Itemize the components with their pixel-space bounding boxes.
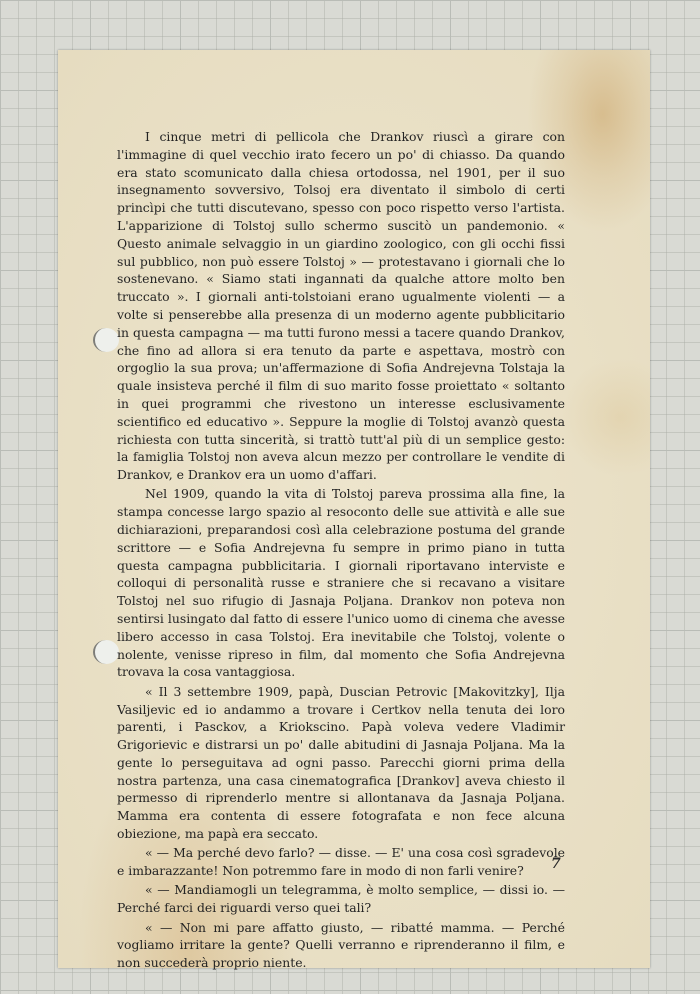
paragraph-4: « — Ma perché devo farlo? — disse. — E' una cosa così sgradevole e imbarazzante! Non potremmo fare in modo di non farli venire? [117,845,565,879]
document-page [58,50,650,971]
paragraph-1: I cinque metri di pellicola che Drankov riuscì a girare con l'immagine di quel vecchio irato fecero un po' di chiasso. Da quando era stato scomunicato dalla chiesa ortodossa, nel 1901, per il suo insegnamento sovversivo, Tolsoj era diventato il simbolo di certi princìpi che tutti discutevano, spesso con poco rispetto verso l'artista. L'apparizione di Tolstoj sullo schermo suscitò un pandemonio. « Questo animale selvaggio in un giardino zoologico, con gli occhi fissi sul pubblico, non può essere Tolstoj » — protestavano i giornali che lo sostenevano. « Siamo stati ingannati da qualche attore molto ben truccato ». I giornali anti-tolstoiani erano ugualmente violenti — a volte si penserebbe alla presenza di un moderno agente pubblicitario in questa campagna — ma tutti furono messi a tacere quando Drankov, che fino ad allora si era tenuto da parte e aspettava, mostrò con orgoglio la sua prova; un'affermazione di Sofia Andrejevna Tolstaja la quale insisteva perché il film di suo marito fosse proiettato « soltanto in quei programmi che rivestono un interesse esclusivamente scientifico ed educativo ». Seppure la moglie di Tolstoj avanzò questa richiesta con tutta sincerità, si trattò tutt'al più di un semplice gesto: la famiglia Tolstoj non aveva alcun mezzo per controllare le vendite di Drankov, e Drankov era un uomo d'affari. [117,129,565,483]
body-text [117,128,565,973]
punch-hole-lower [93,640,119,664]
paragraph-3: « Il 3 settembre 1909, papà, Duscian Petrovic [Makovitzky], Ilja Vasiljevic ed io andammo a trovare i Certkov nella tenuta dei loro parenti, i Pasckov, a Kriokscino. Papà voleva vedere Vladimir Grigorievic e distrarsi un po' dalle abitudini di Jasnaja Poljana. Ma la gente lo perseguitava ad ogni passo. Parecchi giorni prima della nostra partenza, una casa cinematografica [Drankov] aveva chiesto il permesso di riprenderlo mentre si allontanava da Jasnaja Poljana. Mamma era contenta di essere fotografata e non fece alcuna obiezione, ma papà era seccato. [117,683,565,842]
paragraph-6: « — Non mi pare affatto giusto, — ribatté mamma. — Perché vogliamo irritare la gente? Quelli verranno e riprenderanno il film, e non succederà proprio niente. [117,919,565,971]
paragraph-2: Nel 1909, quando la vita di Tolstoj pareva prossima alla fine, la stampa concesse largo spazio al resoconto delle sue attività e alle sue dichiarazioni, preparandosi così alla celebrazione postuma del grande scrittore — e Sofia Andrejevna fu sempre in primo piano in tutta questa campagna pubblicitaria. I giornali riportavano interviste e colloqui di personalità russe e straniere che si recavano a visitare Tolstoj nel suo rifugio di Jasnaja Poljana. Drankov non poteva non sentirsi lusingato dal fatto di essere l'unico uomo di cinema che avesse libero accesso in casa Tolstoj. Era inevitabile che Tolstoj, volente o nolente, venisse ripreso in film, dal momento che Sofia Andrejevna trovava la cosa vantaggiosa. [117,486,565,680]
paragraph-5: « — Mandiamogli un telegramma, è molto semplice, — dissi io. — Perché farci dei riguardi verso quei tali? [117,882,565,916]
punch-hole-upper [93,328,119,352]
page-number: 7 [551,856,561,872]
